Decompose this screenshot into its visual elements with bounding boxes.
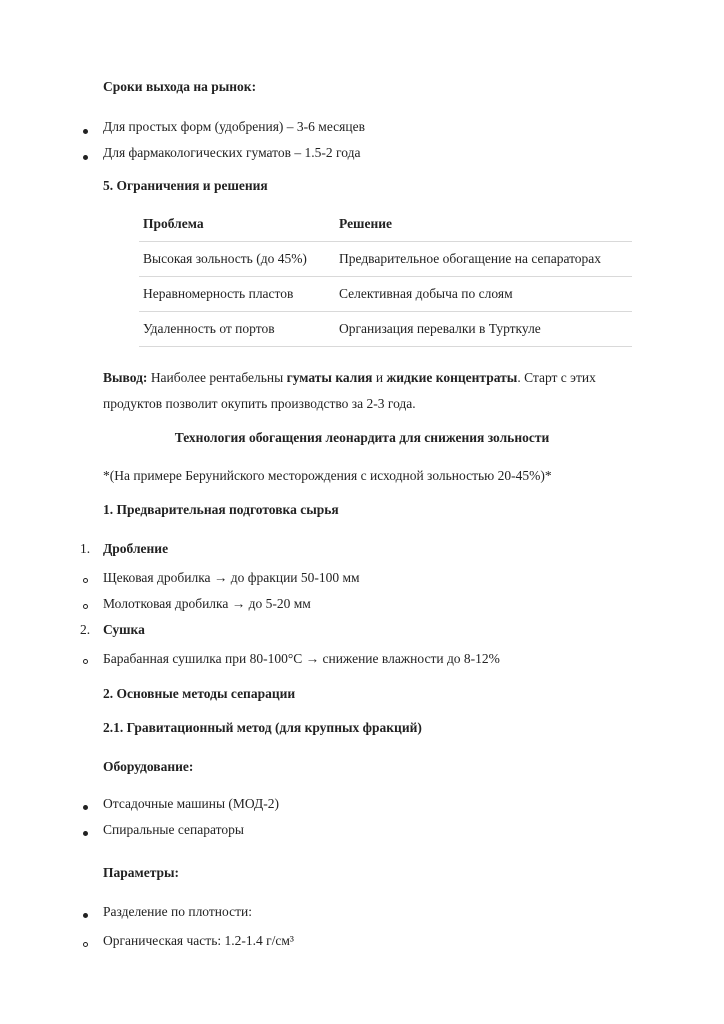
bullet-icon: [83, 805, 88, 810]
prep-step-title: Дробление: [103, 541, 169, 556]
prep-heading: 1. Предварительная подготовка сырья: [103, 502, 339, 517]
list-number: 2.: [80, 622, 91, 637]
table-divider: [139, 346, 632, 347]
conclusion-text: Наиболее рентабельны: [147, 370, 287, 385]
conclusion-bold: гуматы калия: [286, 370, 373, 385]
methods-heading: 2. Основные методы сепарации: [103, 686, 296, 701]
table-divider: [139, 241, 632, 242]
market-term-item: Для фармакологических гуматов – 1.5-2 года: [103, 145, 361, 160]
bullet-icon: [83, 155, 88, 160]
table-cell: Предварительное обогащение на сепараторах: [339, 251, 602, 266]
params-item: Разделение по плотности:: [103, 904, 252, 919]
conclusion-text: . Старт с этих: [517, 370, 596, 385]
prep-step-item: Щековая дробилка → до фракции 50-100 мм: [103, 570, 360, 585]
methods-subheading: 2.1. Гравитационный метод (для крупных фракций): [103, 720, 422, 735]
market-term-item: Для простых форм (удобрения) – 3-6 месяцев: [103, 119, 365, 134]
circle-bullet-icon: [83, 578, 88, 583]
table-cell: Организация перевалки в Турткуле: [339, 321, 541, 336]
circle-bullet-icon: [83, 659, 88, 664]
bullet-icon: [83, 913, 88, 918]
params-label: Параметры:: [103, 865, 180, 880]
params-subitem: Органическая часть: 1.2-1.4 г/см³: [103, 933, 294, 948]
bullet-icon: [83, 129, 88, 134]
conclusion-bold: жидкие концентраты: [386, 370, 518, 385]
table-cell: Селективная добыча по слоям: [339, 286, 513, 301]
equipment-item: Спиральные сепараторы: [103, 822, 244, 837]
tech-subtitle: *(На примере Берунийского месторождения с исходной зольностью 20-45%)*: [103, 468, 552, 483]
conclusion-text: и: [372, 370, 387, 385]
conclusion-line2: продуктов позволит окупить производство за 2-3 года.: [103, 396, 416, 411]
table-divider: [139, 276, 632, 277]
table-header-solution: Решение: [339, 216, 392, 231]
prep-step-item: Барабанная сушилка при 80-100°C → снижение влажности до 8-12%: [103, 651, 500, 666]
circle-bullet-icon: [83, 942, 88, 947]
prep-step-title: Сушка: [103, 622, 145, 637]
conclusion-line1: [103, 370, 596, 386]
conclusion-label: Вывод:: [103, 370, 148, 385]
table-header-problem: Проблема: [143, 216, 204, 231]
prep-step-item: Молотковая дробилка → до 5-20 мм: [103, 596, 311, 611]
list-number: 1.: [80, 541, 91, 556]
bullet-icon: [83, 831, 88, 836]
table-cell: Удаленность от портов: [143, 321, 275, 336]
table-cell: Неравномерность пластов: [143, 286, 294, 301]
equipment-item: Отсадочные машины (МОД-2): [103, 796, 279, 811]
tech-title: Технология обогащения леонардита для снижения зольности: [174, 430, 550, 445]
section5-heading: 5. Ограничения и решения: [103, 178, 268, 193]
table-cell: Высокая зольность (до 45%): [143, 251, 307, 266]
market-terms-heading: Сроки выхода на рынок:: [103, 79, 257, 94]
table-divider: [139, 311, 632, 312]
equipment-label: Оборудование:: [103, 759, 194, 774]
circle-bullet-icon: [83, 604, 88, 609]
